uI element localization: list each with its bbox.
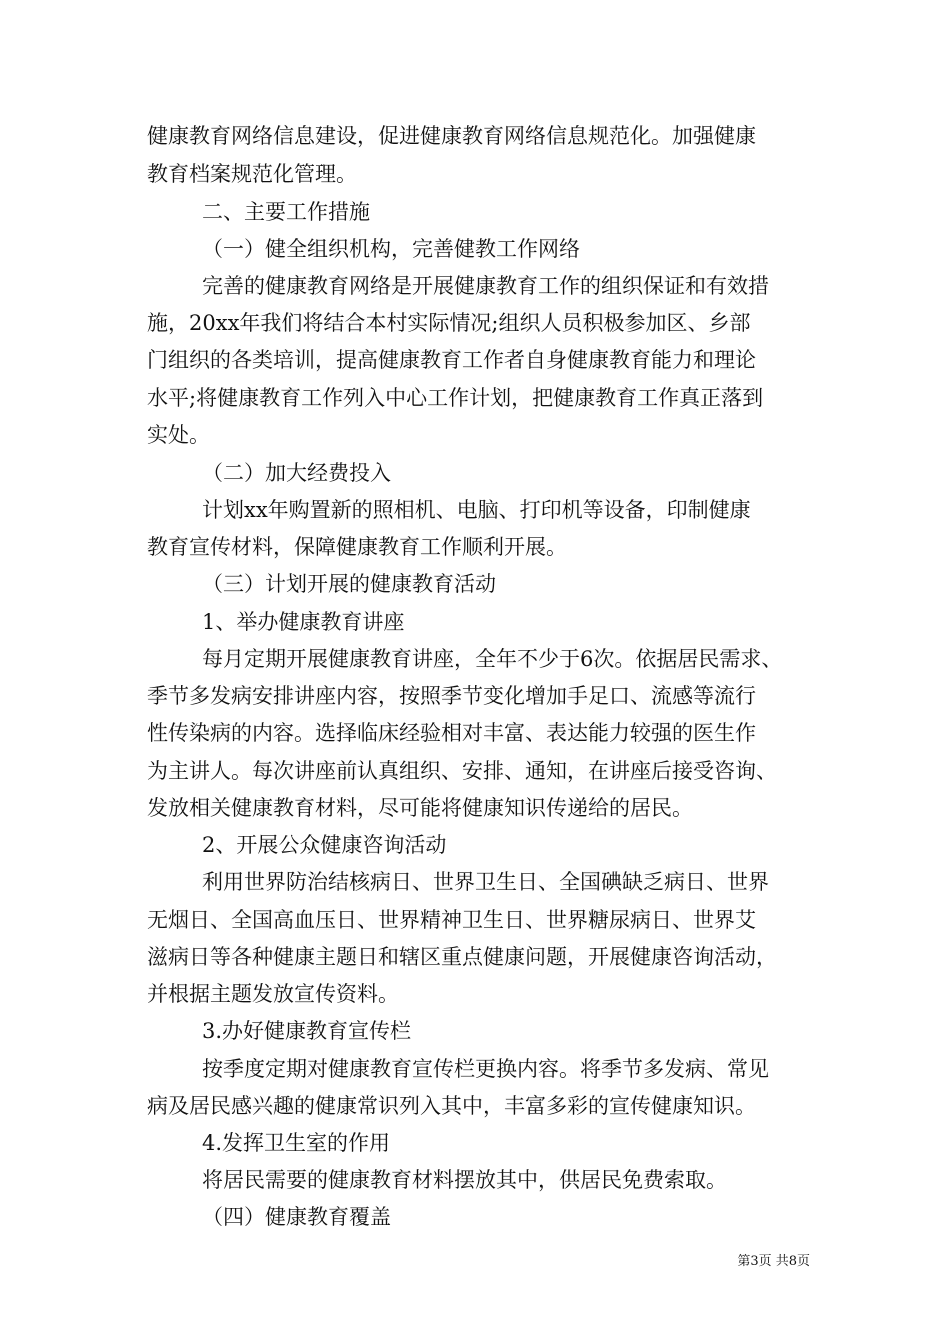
body-line: 滋病日等各种健康主题日和辖区重点健康问题，开展健康咨询活动， (147, 945, 777, 969)
body-line: 门组织的各类培训，提高健康教育工作者自身健康教育能力和理论 (147, 348, 756, 372)
body-line: 教育档案规范化管理。 (147, 162, 357, 186)
subsection-heading: （四）健康教育覆盖 (202, 1205, 391, 1229)
body-line: 实处。 (147, 423, 210, 447)
body-line: 并根据主题发放宣传资料。 (147, 982, 399, 1006)
subsection-heading: （三）计划开展的健康教育活动 (202, 572, 496, 596)
body-line: 水平;将健康教育工作列入中心工作计划，把健康教育工作真正落到 (147, 386, 764, 410)
item-heading: 2、开展公众健康咨询活动 (202, 833, 447, 857)
body-line: 健康教育网络信息建设，促进健康教育网络信息规范化。加强健康 (147, 124, 756, 148)
page-number: 第3页 共8页 (737, 1254, 810, 1269)
subsection-heading: （二）加大经费投入 (202, 461, 391, 485)
body-line: 发放相关健康教育材料，尽可能将健康知识传递给的居民。 (147, 796, 693, 820)
body-line: 季节多发病安排讲座内容，按照季节变化增加手足口、流感等流行 (147, 684, 756, 708)
body-line: 每月定期开展健康教育讲座，全年不少于6次。依据居民需求、 (202, 647, 783, 671)
body-line: 利用世界防治结核病日、世界卫生日、全国碘缺乏病日、世界 (202, 870, 769, 894)
body-line: 病及居民感兴趣的健康常识列入其中，丰富多彩的宣传健康知识。 (147, 1094, 756, 1118)
body-line: 施，20xx年我们将结合本村实际情况;组织人员积极参加区、乡部 (147, 311, 751, 335)
body-line: 将居民需要的健康教育材料摆放其中，供居民免费索取。 (202, 1168, 727, 1192)
body-line: 按季度定期对健康教育宣传栏更换内容。将季节多发病、常见 (202, 1057, 769, 1081)
subsection-heading: （一）健全组织机构，完善健教工作网络 (202, 237, 580, 261)
body-line: 教育宣传材料，保障健康教育工作顺利开展。 (147, 535, 567, 559)
item-heading: 3.办好健康教育宣传栏 (202, 1019, 412, 1043)
item-heading: 1、举办健康教育讲座 (202, 610, 405, 634)
item-heading: 4.发挥卫生室的作用 (202, 1131, 391, 1155)
body-line: 无烟日、全国高血压日、世界精神卫生日、世界糖尿病日、世界艾 (147, 908, 756, 932)
section-heading: 二、主要工作措施 (202, 200, 370, 224)
body-line: 完善的健康教育网络是开展健康教育工作的组织保证和有效措 (202, 274, 769, 298)
body-line: 性传染病的内容。选择临床经验相对丰富、表达能力较强的医生作 (147, 721, 756, 745)
body-line: 为主讲人。每次讲座前认真组织、安排、通知，在讲座后接受咨询、 (147, 759, 777, 783)
body-line: 计划xx年购置新的照相机、电脑、打印机等设备，印制健康 (202, 498, 751, 522)
